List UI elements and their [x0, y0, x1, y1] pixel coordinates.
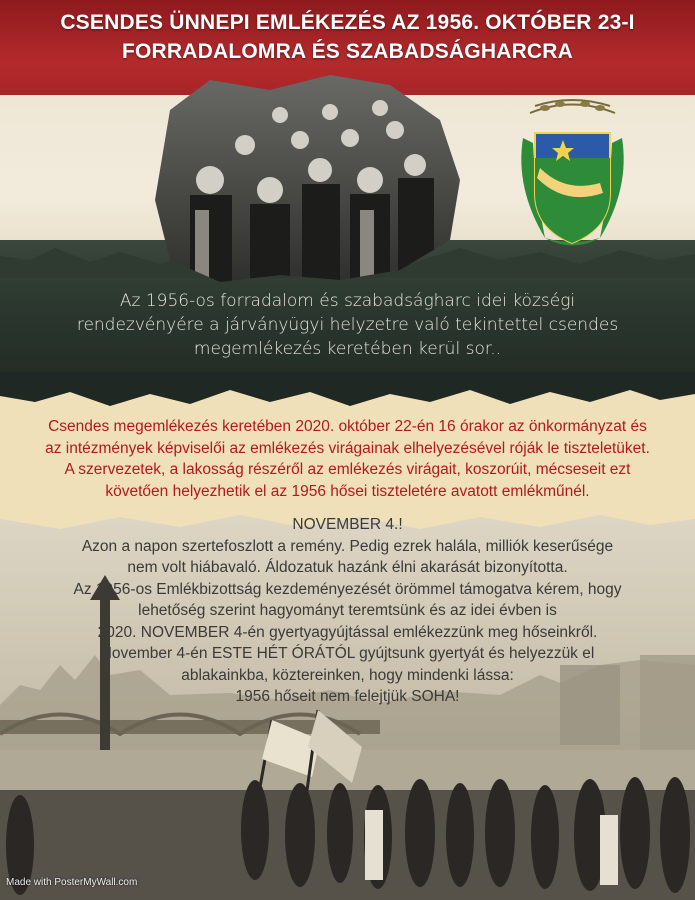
- november-line: lehetőség szerint hagyományt teremtsünk és az idei évben is: [138, 602, 557, 619]
- paragraph-line: az intézmények képviselői az emlékezés virágainak elhelyezésével róják le tiszteletüket.: [45, 439, 650, 457]
- commemoration-paragraph: [5, 416, 690, 502]
- november-line: ablakainkba, köztereinken, hogy mindenki lássa:: [181, 666, 514, 684]
- november-section: [5, 514, 690, 708]
- footer-credit: Made with PosterMyWall.com: [6, 877, 138, 888]
- november-line: nem volt hiábavaló. Áldozatuk hazánk élni akarását bizonyította.: [127, 559, 568, 576]
- november-line: 2020. NOVEMBER 4-én gyertyagyújtással emlékezzünk meg hőseinkről.: [97, 623, 598, 641]
- november-line: Azon a napon szertefoszlott a remény. Pedig ezrek halála, milliók keserűsége: [81, 537, 614, 555]
- crowd-photo: [150, 70, 465, 285]
- intro-line: rendezvényére a járványügyi helyzetre való tekintettel csendes: [76, 315, 619, 335]
- november-heading: NOVEMBER 4.!: [292, 516, 403, 533]
- paragraph-line: követően helyezhetik el az 1956 hősei tiszteletére avatott emlékműnél.: [105, 482, 590, 500]
- paragraph-line: A szervezetek, a lakosság részéről az emlékezés virágait, koszorúit, mécseseit ezt: [64, 461, 631, 478]
- title-line-2: FORRADALOMRA ÉS SZABADSÁGHARCRA: [121, 40, 574, 63]
- november-line: Az 1956-os Emlékbizottság kezdeményezését örömmel támogatva kérem, hogy: [73, 580, 622, 598]
- intro-text: [8, 289, 687, 361]
- poster-title: [10, 8, 685, 66]
- november-line: 1956 hőseit nem felejtjük SOHA!: [235, 688, 460, 705]
- paragraph-line: Csendes megemlékezés keretében 2020. október 22-én 16 órakor az önkormányzat és: [48, 418, 647, 435]
- coat-of-arms-crest: [515, 98, 630, 256]
- intro-line: Az 1956-os forradalom és szabadságharc idei községi: [119, 291, 576, 311]
- intro-line: megemlékezés keretében kerül sor..: [193, 339, 502, 359]
- title-line-1: CSENDES ÜNNEPI EMLÉKEZÉS AZ 1956. OKTÓBER 23-I: [60, 11, 635, 34]
- november-line: November 4-én ESTE HÉT ÓRÁTÓL gyújtsunk gyertyát és helyezzük el: [100, 645, 595, 662]
- torn-edge-middle: [0, 372, 695, 412]
